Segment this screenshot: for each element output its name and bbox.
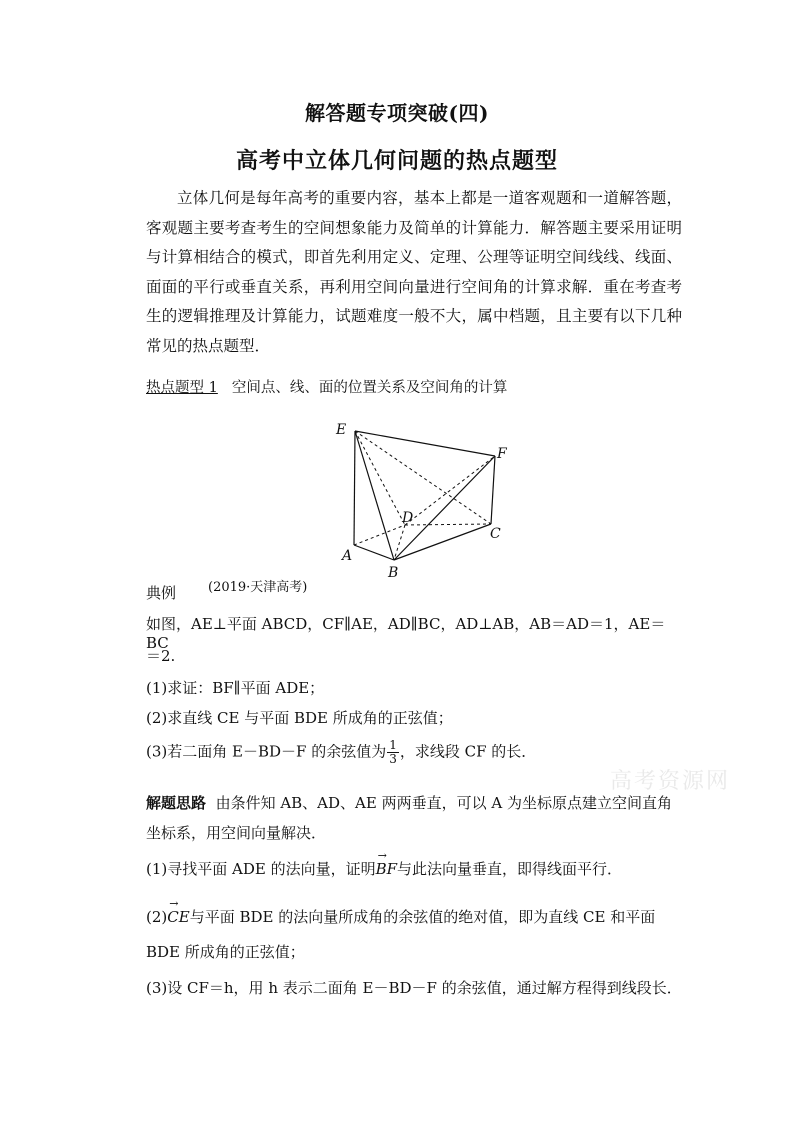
edge-DF <box>405 456 495 525</box>
edge-EA <box>354 431 355 545</box>
edge-FC <box>491 456 495 524</box>
vector-BF: → BF <box>376 860 397 878</box>
edge-EC <box>355 431 491 524</box>
edge-DC <box>405 524 491 525</box>
question-3: (3)若二面角 E－BD－F 的余弦值为 $\frac{1}{3}$ ，求线段 CF 的长． <box>146 738 537 766</box>
example-source: (2019·天津高考) <box>208 580 308 595</box>
label-C: C <box>490 526 501 542</box>
example-conditions-line2: ＝2. <box>146 647 176 665</box>
geometry-figure <box>330 418 520 583</box>
label-A: A <box>342 548 353 564</box>
edge-AD <box>354 525 405 545</box>
solution-step-2: (2)→ CE与平面 BDE 的法向量所成角的余弦值的绝对值，即为直线 CE 和平面 <box>146 906 686 927</box>
edge-BC <box>394 524 491 560</box>
example-label: 典例 <box>146 584 177 602</box>
label-B: B <box>388 565 399 581</box>
label-D: D <box>402 510 414 526</box>
label-E: E <box>336 422 347 438</box>
hot-topic-heading <box>146 376 507 397</box>
solution-step-1: (1)寻找平面 ADE 的法向量，证明→ BF与此法向量垂直，即得线面平行． <box>146 858 686 879</box>
example-conditions-line1: 如图，AE⊥平面 ABCD，CF∥AE，AD∥BC，AD⊥AB，AB＝AD＝1，AE＝BC <box>146 615 666 652</box>
solution-label: 解题思路 <box>146 794 207 812</box>
page-title: 解答题专项突破(四) <box>305 101 489 125</box>
edge-AB <box>354 545 394 560</box>
edge-BF <box>394 456 495 560</box>
page-subtitle: 高考中立体几何问题的热点题型 <box>235 148 558 174</box>
watermark: 高考资源网 <box>610 769 731 794</box>
edge-EF <box>355 431 495 456</box>
edge-ED <box>355 431 405 525</box>
question-1: (1)求证：BF∥平面 ADE； <box>146 679 325 697</box>
label-F: F <box>497 446 507 462</box>
solution-intro: 解题思路 由条件知 AB、AD、AE 两两垂直，可以 A 为坐标原点建立空间直角坐标系，用空间向量解决． <box>146 794 672 842</box>
hot-topic-title: 空间点、线、面的位置关系及空间角的计算 <box>231 380 508 396</box>
vector-CE: → CE <box>167 908 189 926</box>
intro-paragraph: 立体几何是每年高考的重要内容，基本上都是一道客观题和一道解答题，客观题主要考查考生的空间想象能力及简单的计算能力．解答题主要采用证明与计算相结合的模式，即首先利用定义、定理、公理等证明空间线线、线面、面面的平行或垂直关系，再利用空间向量进行空间角的计算求解．重在考查考生的逻辑推理及计算能力，试题难度一般不大，属中档题，且主要有以下几种常见的热点题型． <box>146 189 682 355</box>
edge-EB <box>355 431 394 560</box>
fraction-one-third: $\frac{1}{3}$ <box>389 738 397 766</box>
hot-topic-label: 热点题型 1 <box>146 380 218 396</box>
solution-step-2-line2: BDE 所成角的正弦值； <box>146 943 305 961</box>
solution-step-3: (3)设 CF＝h，用 h 表示二面角 E－BD－F 的余弦值，通过解方程得到线段长． <box>146 979 682 997</box>
question-2: (2)求直线 CE 与平面 BDE 所成角的正弦值； <box>146 709 453 727</box>
